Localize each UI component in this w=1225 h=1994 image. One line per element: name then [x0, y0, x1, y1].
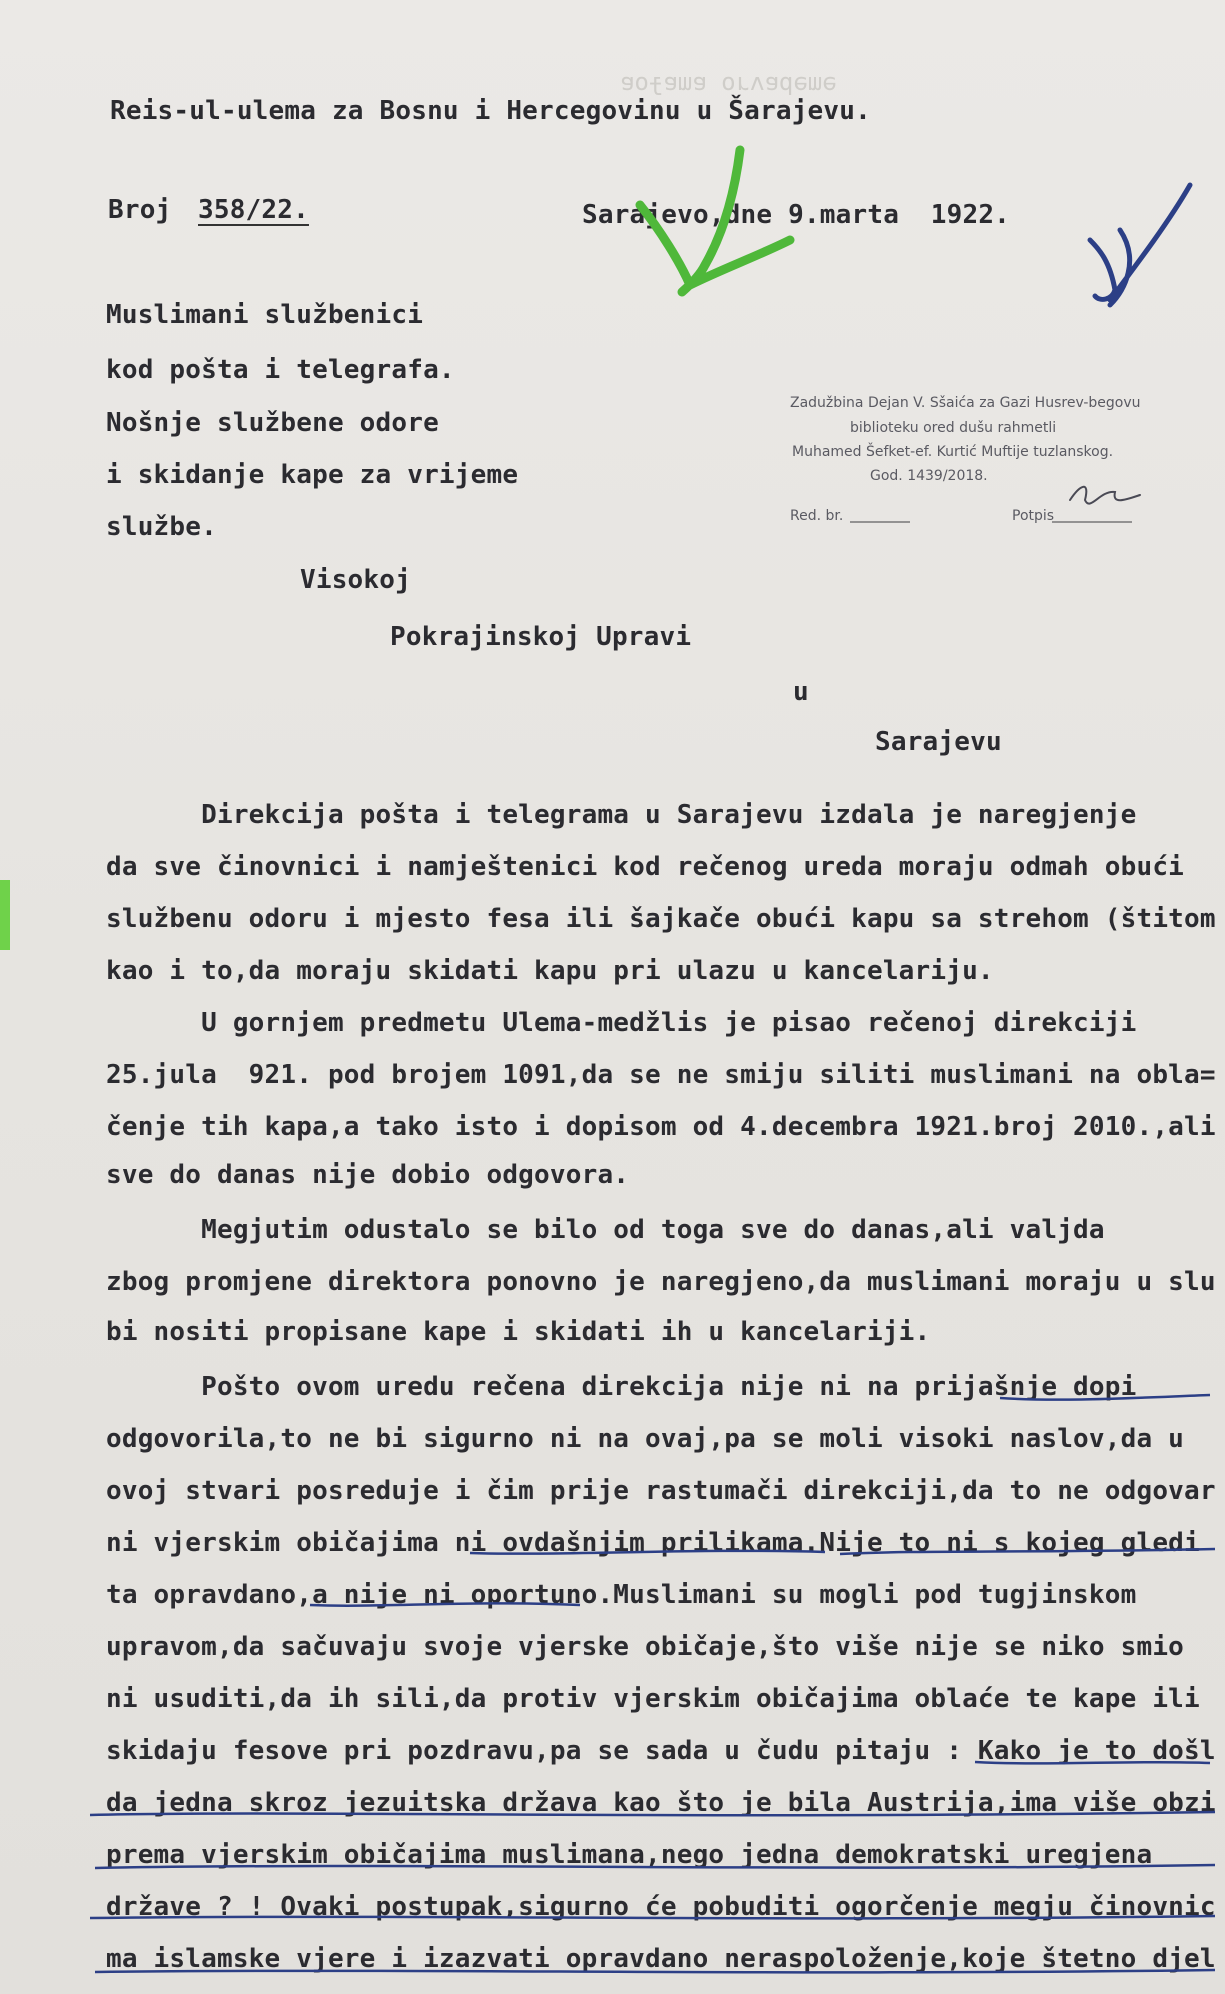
body-line-11: bi nositi propisane kape i skidati ih u kancelariji. — [106, 1317, 931, 1347]
body-line-9: Megjutim odustalo se bilo od toga sve do danas,ali valjda — [106, 1215, 1105, 1245]
body-line-3: službenu odoru i mjesto fesa ili šajkače obući kapu sa strehom (štitom — [106, 904, 1216, 934]
subject-line-4: i skidanje kape za vrijeme — [106, 460, 519, 490]
document-number-label: Broj — [108, 195, 172, 225]
body-line-10: zbog promjene direktora ponovno je naregjeno,da muslimani moraju u slu — [106, 1267, 1216, 1297]
addressee-line-1: Visokoj — [300, 565, 411, 595]
blue-ink-signature — [1090, 185, 1190, 305]
body-line-12: Pošto ovom uredu rečena direkcija nije ni na prijašnje dopi — [106, 1372, 1137, 1402]
body-line-17: upravom,da sačuvaju svoje vjerske običaje,što više nije se niko smio — [106, 1632, 1185, 1662]
body-line-13: odgovorila,to ne bi sigurno ni na ovaj,pa se moli visoki naslov,da u — [106, 1424, 1185, 1454]
body-line-2: da sve činovnici i namještenici kod rečenog ureda moraju odmah obući — [106, 852, 1185, 882]
body-line-23: ma islamske vjere i izazvati opravdano neraspoloženje,koje štetno djel — [106, 1944, 1216, 1974]
body-line-20: da jedna skroz jezuitska država kao što je bila Austrija,ima više obzi — [106, 1788, 1216, 1818]
body-line-4: kao i to,da moraju skidati kapu pri ulazu u kancelariju. — [106, 956, 994, 986]
stamp-red-br: Red. br. — [790, 508, 844, 524]
addressee-line-3: u — [793, 677, 809, 707]
place-and-date: Sarajevo,dne 9.marta 1922. — [582, 200, 1011, 230]
body-line-14: ovoj stvari posreduje i čim prije rastumači direkciji,da to ne odgovar — [106, 1476, 1216, 1506]
body-line-6: 25.jula 921. pod brojem 1091,da se ne smiju siliti muslimani na obla= — [106, 1060, 1216, 1090]
document-number: 358/22. — [198, 195, 309, 225]
body-line-5: U gornjem predmetu Ulema-medžlis je pisao rečenoj direkciji — [106, 1008, 1137, 1038]
subject-line-2: kod pošta i telegrafa. — [106, 355, 455, 385]
subject-line-3: Nošnje službene odore — [106, 408, 439, 438]
body-line-15: ni vjerskim običajima ni ovdašnjim prilikama.Nije to ni s kojeg gledi — [106, 1528, 1200, 1558]
body-line-18: ni usuditi,da ih sili,da protiv vjerskim običajima oblaće te kape ili — [106, 1684, 1200, 1714]
stamp-line-2: biblioteku ored dušu rahmetli — [850, 420, 1057, 436]
stamp-line-3: Muhamed Šefket-ef. Kurtić Muftije tuzlanskog. — [792, 444, 1114, 460]
body-line-8: sve do danas nije dobio odgovora. — [106, 1160, 630, 1190]
addressee-line-2: Pokrajinskoj Upravi — [390, 622, 692, 652]
institution-heading: Reis-ul-ulema za Bosnu i Hercegovinu u Šarajevu. — [110, 96, 871, 126]
stamp-line-4: God. 1439/2018. — [870, 468, 988, 484]
stamp-potpis: Potpis — [1012, 508, 1055, 524]
addressee-line-4: Sarajevu — [875, 727, 1002, 757]
body-line-22: države ? ! Ovaki postupak,sigurno će pobuditi ogorčenje megju činovnic — [106, 1892, 1216, 1922]
body-line-19: skidaju fesove pri pozdravu,pa se sada u čudu pitaju : Kako je to došl — [106, 1736, 1216, 1766]
stamp-line-1: Zadužbina Dejan V. Sšaića za Gazi Husrev-begovu — [790, 395, 1141, 411]
stamp-signature — [1070, 487, 1140, 504]
subject-line-1: Muslimani službenici — [106, 300, 424, 330]
body-line-1: Direkcija pošta i telegrama u Sarajevu izdala je naregjenje — [106, 800, 1137, 830]
body-line-16: ta opravdano,a nije ni oportuno.Muslimani su mogli pod tugjinskom — [106, 1580, 1137, 1610]
body-line-21: prema vjerskim običajima muslimana,nego jedna demokratski uregjena — [106, 1840, 1153, 1870]
green-edge-marker — [0, 880, 10, 950]
subject-line-5: službe. — [106, 512, 217, 542]
bleed-through-text: ǝɯǝpɐʌɹo ɐɯɐɟoɐ — [620, 68, 837, 96]
body-line-7: čenje tih kapa,a tako isto i dopisom od 4.decembra 1921.broj 2010.,ali — [106, 1112, 1216, 1142]
